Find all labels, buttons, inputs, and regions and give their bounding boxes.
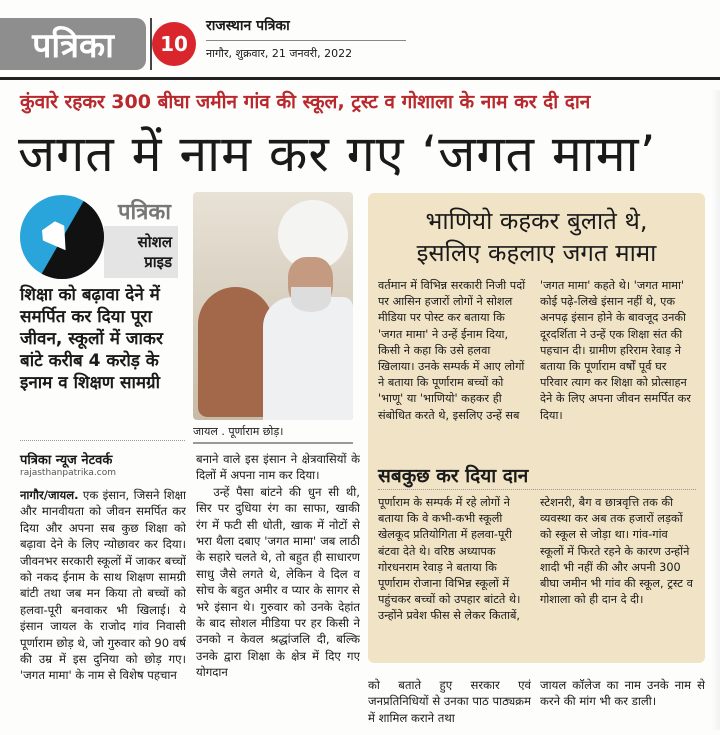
- article-column-3: को बताते हुए सरकार एवं जनप्रतिनिधियों से उनका पाठ पाठ्यक्रम में शामिल कराने तथा: [368, 678, 531, 725]
- sidebar-title: [368, 205, 705, 269]
- social-pride-line1: सोशल: [137, 233, 172, 251]
- page-number-badge: 10: [152, 22, 196, 66]
- social-pride-brand: पत्रिका: [118, 200, 171, 225]
- pen-nib-logo-icon: [20, 195, 104, 279]
- article-col1-text: एक इंसान, जिसने शिक्षा और मानवीयता को जीवन समर्पित कर दिया और अपना सब कुछ शिक्षा को बढ़ावा देने के लिए न्योछावर कर दिया। जीवनभर सरकारी स्कूलों में जाकर बच्चों को नकद ईनाम के साथ शिक्षण सामग्री बांटी तथा जब मन किया तो बच्चों को हलवा-पूरी बनवाकर भी खिलाई। ये इंसान जायल के राजोद गांव निवासी पूर्णाराम छोड़ थे, जो गुरुवार को 90 वर्ष की उम्र में इस दुनिया को छोड़ गए। 'जगत मामा' के नाम से विशेष पहचान: [20, 488, 186, 683]
- photo-purnaram: [193, 192, 353, 420]
- sidebar-title-line1: भाणियो कहकर बुलाते थे,: [425, 207, 648, 235]
- dotted-divider: [378, 489, 696, 490]
- sidebar-col-3: पूर्णाराम के सम्पर्क में रहे लोगों ने बताया कि वे कभी-कभी स्कूली खेलकूद प्रतियोगिता में हलवा-पूरी बंटवा देते थे। वरिष्ठ अध्यापक गोरधनराम रेवाड़ ने बताया कि पूर्णाराम रोजाना विभिन्न स्कूलों में पहुंचकर बच्चों को उपहार बांटते थे। उन्होंने प्रवेश फीस से लेकर किताबें,: [378, 496, 521, 623]
- social-pride-line2: प्राइड: [144, 253, 172, 271]
- patrika-brand-logo: पत्रिका: [0, 18, 146, 70]
- paper-name: राजस्थान पत्रिका: [206, 18, 290, 34]
- social-pride-label: [104, 226, 178, 278]
- article-column-1: [20, 487, 186, 727]
- kicker: कुंवारे रहकर 300 बीघा जमीन गांव की स्कूल, ट्रस्ट व गोशाला के नाम कर दी दान: [20, 91, 591, 113]
- article-col2-p1: बनाने वाले इस इंसान ने क्षेत्रवासियों के दिलों में अपना नाम कर दिया।: [196, 452, 360, 483]
- photo-caption: जायल . पूर्णाराम छोड़।: [193, 425, 284, 438]
- adjacent-page-edge: [710, 90, 720, 730]
- masthead-rule: [206, 40, 406, 41]
- page-rule: [0, 77, 720, 80]
- site-url: rajasthanpatrika.com: [20, 468, 116, 478]
- article-column-2: [196, 451, 360, 727]
- dotted-divider: [20, 440, 185, 441]
- article-column-4: जायल कॉलेज का नाम उनके नाम से करने की मांग भी कर डाली।: [540, 678, 705, 709]
- dateline: नागौर, शुक्रवार, 21 जनवरी, 2022: [206, 47, 353, 60]
- caption-rule: [193, 442, 353, 444]
- deck: शिक्षा को बढ़ावा देने में समर्पित कर दिया पूरा जीवन, स्कूलों में जाकर बांटे करीब 4 करोड़ के इनाम व शिक्षण सामग्री: [20, 285, 163, 393]
- headline: जगत में नाम कर गए ‘जगत मामा’: [18, 125, 657, 183]
- sidebar-title-line2: इसलिए कहलाए जगत मामा: [416, 239, 657, 267]
- byline: पत्रिका न्यूज नेटवर्क: [20, 453, 113, 468]
- article-dateline: नागौर/जायल.: [20, 488, 79, 502]
- sidebar-col-4: स्टेशनरी, बैग व छात्रवृत्ति तक की व्यवस्था कर अब तक हजारों लड़कों को स्कूल से जोड़ा था। गांव-गांव स्कूलों में फिरते रहने के कारण उन्होंने शादी भी नहीं की और अपनी 300 बीघा जमीन भी गांव की स्कूल, ट्रस्ट व गोशाला को ही दान दे दी।: [540, 496, 693, 607]
- article-col2-p2: उन्हें पैसा बांटने की धुन सी थी, सिर पर दुधिया रंग का साफा, खाकी रंग में फटी सी धोती, खाक में नोटों से भरा थैला दबाए 'जगत मामा' जब लाठी के सहारे चलते थे, तो बहुत ही साधारण साधु जैसे लगते थे, लेकिन वे दिल व सोच के बहुत अमीर व प्यार के सागर से भरे इंसान थे। गुरुवार को उनके देहांत के बाद सोशल मीडिया पर हर किसी ने उनको न केवल श्रद्धांजलि दी, बल्कि उनके द्वारा शिक्षा के क्षेत्र में दिए गए योगदान: [196, 484, 360, 680]
- sidebar-col-1: वर्तमान में विभिन्न सरकारी निजी पदों पर आसिन हजारों लोगों ने सोशल मीडिया पर पोस्ट कर बताया कि 'जगत मामा' ने उन्हें ईनाम दिया, किसी ने कहा कि उसे हलवा खिलाया। उनके सम्पर्क में आए लोगों ने बताया कि पूर्णाराम बच्चों को 'भाणू' या 'भाणियो' कहकर ही संबोधित करते थे, इसलिए उन्हें सब: [378, 279, 526, 422]
- sidebar-subhead: सबकुछ कर दिया दान: [378, 465, 529, 487]
- sidebar-col-2: 'जगत मामा' कहते थे। 'जगत मामा' कोई पढ़े-लिखे इंसान नहीं थे, एक अनपढ़ इंसान होने के बावजूद उनकी दूरदर्शिता ने उन्हें एक शिक्षा संत की पहचान दी। ग्रामीण हरिराम रेवाड़ ने बताया कि पूर्णाराम वर्षों पूर्व घर परिवार त्याग कर शिक्षा को प्रोत्साहन देने के लिए अपना जीवन समर्पित कर दिया।: [540, 279, 691, 422]
